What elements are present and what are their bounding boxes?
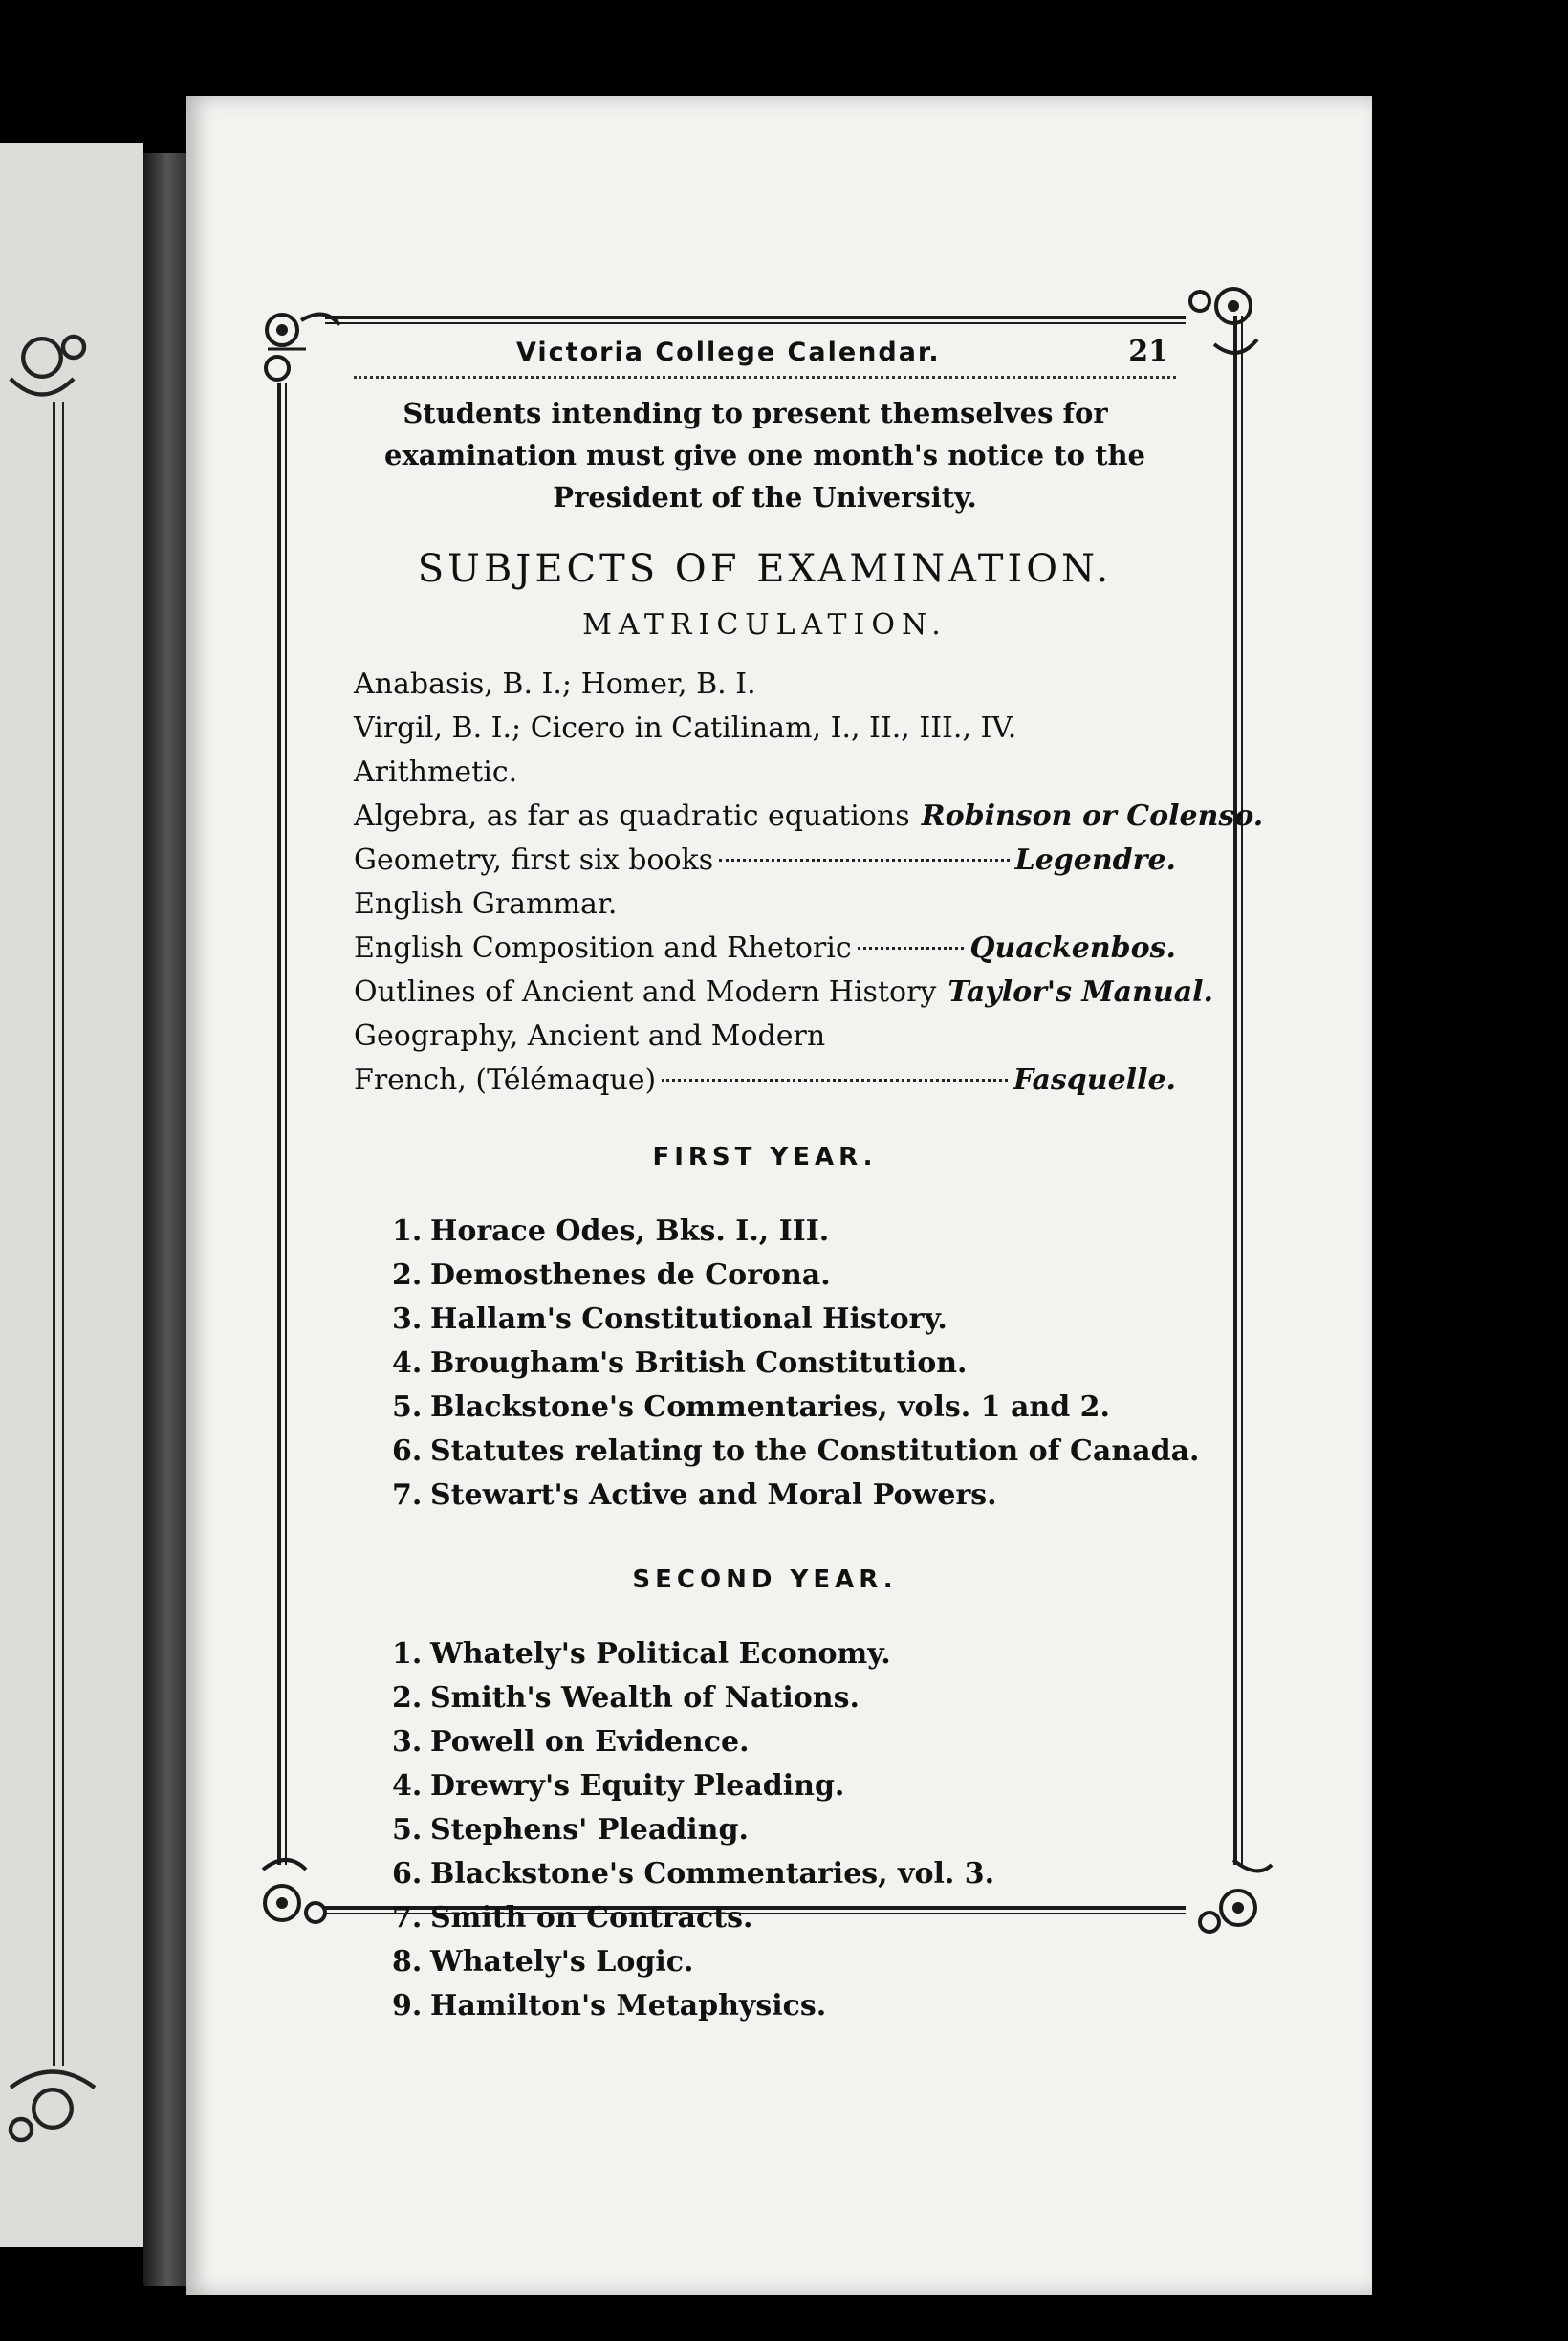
item-number: 1. xyxy=(392,1637,423,1671)
item-number: 2. xyxy=(392,1258,423,1292)
list-item xyxy=(392,1386,1176,1430)
textbook-author: Fasquelle. xyxy=(1013,1063,1176,1097)
first-year-list xyxy=(392,1210,1200,1518)
list-item xyxy=(354,795,1264,839)
textbook-author: Legendre. xyxy=(1014,843,1176,877)
item-text: Stephens' Pleading. xyxy=(430,1813,749,1847)
list-item xyxy=(354,1015,1176,1059)
list-item xyxy=(392,1474,1176,1518)
list-item xyxy=(354,883,1176,927)
textbook-author: Robinson or Colenso. xyxy=(921,799,1264,833)
item-number: 5. xyxy=(392,1390,423,1424)
page-content xyxy=(354,335,1264,2028)
examination-notice: Students intending to present themselves for examination must give one month's notice to the President of the University. xyxy=(384,397,1145,514)
second-year-list xyxy=(392,1632,1176,2028)
list-item xyxy=(392,1764,1176,1808)
item-number: 7. xyxy=(392,1901,423,1935)
list-item xyxy=(392,1210,1176,1254)
list-item xyxy=(392,1940,1176,1984)
item-text: Blackstone's Commentaries, vols. 1 and 2. xyxy=(430,1390,1110,1424)
textbook-author: Quackenbos. xyxy=(969,931,1176,965)
subject-name: Arithmetic. xyxy=(354,755,518,789)
dot-leader xyxy=(662,1079,1008,1082)
main-heading: SUBJECTS OF EXAMINATION. xyxy=(417,547,1113,591)
item-text: Statutes relating to the Constitution of Canada. xyxy=(430,1434,1200,1468)
corner-ornament-icon xyxy=(249,1846,344,1941)
item-text: Hamilton's Metaphysics. xyxy=(430,1989,827,2023)
dot-leader xyxy=(858,947,965,950)
previous-page-border xyxy=(53,402,64,2066)
item-text: Blackstone's Commentaries, vol. 3. xyxy=(430,1857,995,1891)
corner-ornament-icon xyxy=(0,2056,105,2161)
subject-name: English Grammar. xyxy=(354,887,618,921)
item-number: 2. xyxy=(392,1681,423,1715)
subject-name: English Composition and Rhetoric xyxy=(354,931,852,965)
item-text: Brougham's British Constitution. xyxy=(430,1346,968,1380)
list-item xyxy=(392,1298,1176,1342)
item-text: Demosthenes de Corona. xyxy=(430,1258,831,1292)
list-item xyxy=(392,1808,1176,1852)
subject-name: French, (Télémaque) xyxy=(354,1063,657,1097)
item-text: Stewart's Active and Moral Powers. xyxy=(430,1478,997,1512)
item-number: 8. xyxy=(392,1945,423,1979)
item-text: Horace Odes, Bks. I., III. xyxy=(430,1214,830,1248)
item-number: 9. xyxy=(392,1989,423,2023)
border-left xyxy=(277,383,287,1865)
subject-name: Geometry, first six books xyxy=(354,843,714,877)
list-item xyxy=(392,1342,1176,1386)
item-number: 3. xyxy=(392,1302,423,1336)
item-text: Smith on Contracts. xyxy=(430,1901,753,1935)
dot-leader xyxy=(719,859,1010,862)
list-item xyxy=(354,971,1213,1015)
list-item xyxy=(354,1059,1176,1103)
item-text: Powell on Evidence. xyxy=(430,1725,750,1759)
list-item xyxy=(392,1632,1176,1676)
list-item xyxy=(392,1720,1176,1764)
corner-ornament-icon xyxy=(1176,273,1272,368)
subject-name: Outlines of Ancient and Modern History xyxy=(354,975,937,1009)
item-number: 5. xyxy=(392,1813,423,1847)
matriculation-heading: MATRICULATION. xyxy=(582,608,947,642)
list-item xyxy=(354,663,1176,707)
border-top xyxy=(325,316,1186,324)
item-text: Drewry's Equity Pleading. xyxy=(430,1769,845,1803)
previous-page-edge xyxy=(0,143,143,2247)
item-number: 6. xyxy=(392,1434,423,1468)
list-item xyxy=(392,1254,1176,1298)
item-number: 4. xyxy=(392,1769,423,1803)
textbook-author: Taylor's Manual. xyxy=(947,975,1213,1009)
item-text: Hallam's Constitutional History. xyxy=(430,1302,947,1336)
subject-name: Geography, Ancient and Modern xyxy=(354,1019,826,1053)
item-number: 6. xyxy=(392,1857,423,1891)
item-number: 4. xyxy=(392,1346,423,1380)
list-item xyxy=(392,1896,1176,1940)
second-year-heading: SECOND YEAR. xyxy=(632,1565,898,1594)
list-item xyxy=(354,707,1176,751)
list-item xyxy=(354,927,1176,971)
corner-ornament-icon xyxy=(1186,1850,1281,1946)
book-gutter xyxy=(143,153,191,2286)
list-item xyxy=(392,1852,1176,1896)
item-text: Smith's Wealth of Nations. xyxy=(430,1681,860,1715)
first-year-heading: FIRST YEAR. xyxy=(652,1143,878,1171)
list-item xyxy=(354,751,1176,795)
list-item xyxy=(392,1430,1200,1474)
corner-ornament-icon xyxy=(249,301,344,397)
running-head-title: Victoria College Calendar. xyxy=(516,338,941,367)
border-right xyxy=(1233,316,1243,1865)
item-text: Whately's Political Economy. xyxy=(430,1637,891,1671)
item-number: 7. xyxy=(392,1478,423,1512)
corner-ornament-icon xyxy=(0,316,105,421)
running-head xyxy=(354,335,1176,368)
dotted-rule xyxy=(354,376,1176,379)
list-item xyxy=(354,839,1176,883)
list-item xyxy=(392,1984,1176,2028)
item-number: 1. xyxy=(392,1214,423,1248)
subject-name: Algebra, as far as quadratic equations xyxy=(354,799,910,833)
subject-name: Anabasis, B. I.; Homer, B. I. xyxy=(354,667,756,701)
page-number: 21 xyxy=(1128,335,1168,368)
list-item xyxy=(392,1676,1176,1720)
matriculation-list xyxy=(354,663,1264,1103)
item-number: 3. xyxy=(392,1725,423,1759)
item-text: Whately's Logic. xyxy=(430,1945,694,1979)
subject-name: Virgil, B. I.; Cicero in Catilinam, I., II., III., IV. xyxy=(354,711,1017,745)
